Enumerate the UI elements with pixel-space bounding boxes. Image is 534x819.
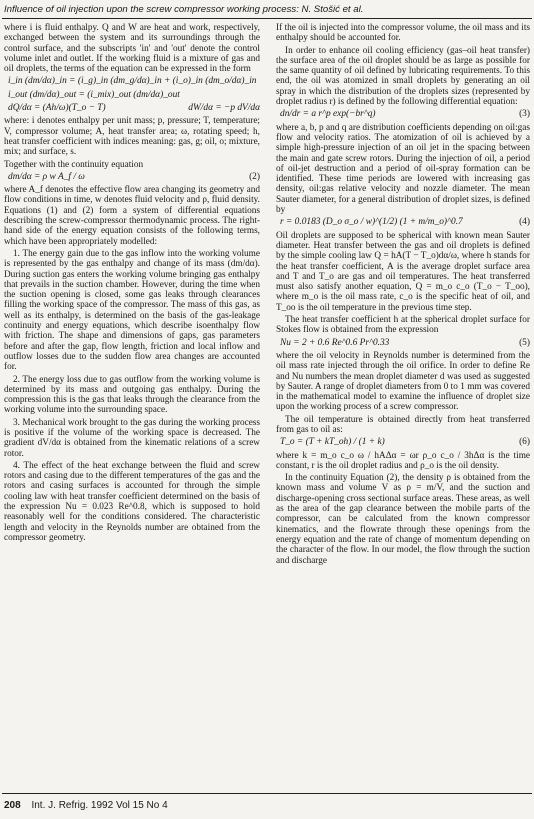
journal-citation: Int. J. Refrig. 1992 Vol 15 No 4: [31, 800, 168, 811]
left-column: [4, 23, 260, 791]
equation-number: (5): [519, 337, 530, 348]
paragraph: Together with the continuity equation: [4, 159, 144, 170]
equation-number: (2): [249, 171, 260, 182]
equation-4: r = 0.0183 (D_o σ_o / w)^(1/2) (1 + m/m_o)^0.7 (4): [280, 217, 530, 228]
paragraph: where A_f denotes the effective flow area changing its geometry and flow conditions in time, w denotes fluid velocity and ρ, fluid density. Equations (1) and (2) form a system of differential equations describing the screw-compressor thermodynamic process. The right-hand side of the energy equation consists of the following terms, which have been appropriately modelled:: [4, 185, 260, 247]
paragraph: In the continuity Equation (2), the density ρ is obtained from the known mass and volume V as ρ = m/V, and the suction and discharge-opening cross sectional surface areas. These areas, as well as the area of the gap clearance between the mobile parts of the compressor, can be calculated from the known compressor kinematics, and the flowrate through these openings from the energy equation and the rate of change of momentum depending on the character of the flow. In our model, the flow through the suction and discharge: [276, 473, 530, 566]
equation-number: (6): [519, 437, 530, 448]
paragraph: where i is fluid enthalpy. Q and W are heat and work, respectively, exchanged between the system and its surroundings through the control surface, and the subscripts 'in' and 'out' denote the control volume inlet and outlet. If the working fluid is a mixture of gas and oil droplets, the terms of the equation can be expressed in the form: [4, 23, 260, 75]
list-item: 1. The energy gain due to the gas inflow into the working volume is represented by the gas enthalpy and change of its mass (dm/dα). During suction gas enters the working volume bringing gas enthalpy that prevails in the suction chamber. However, during the time when the suction opening is closed, some gas leaks through clearances filling the working space of the compressor. The mass of this gas, as well as its enthalpy, is determined on the basis of the gas-leakage continuity and energy equations, which describe isoenthalpy flow with friction. The shape and dimensions of gaps, gas parameters before and after the gap, flow length, friction and local inflow and outflow losses due to the sudden flow area changes are accounted for.: [4, 248, 260, 373]
equation-number: (3): [519, 109, 530, 120]
right-column: [276, 23, 530, 791]
equation-3: dn/dr = a r^p exp(−br^q) (3): [280, 109, 530, 120]
paragraph: In order to enhance oil cooling efficiency (gas–oil heat transfer) the surface area of the oil droplet should be as large as possible for the same quantity of oil defined by lubricating requirements. To this end, the oil was atomized in small droplets by generating an oil spray in which the distribution of the droplets sizes (represented by droplet radius r) is defined by the following differential equation:: [276, 45, 530, 108]
paragraph: If the oil is injected into the compressor volume, the oil mass and its enthalpy should be accounted for.: [276, 23, 530, 44]
paragraph: where the oil velocity in Reynolds number is determined from the oil mass rate injected through the oil orifice. In order to define Re and Nu numbers the mean droplet diameter d was used as suggested by Sauter. A range of droplet diameters from 0 to 1 mm was covered in the mathematical model to examine the influence of droplet size upon the working process of a screw compressor.: [276, 350, 530, 413]
header-rule: [2, 18, 532, 19]
paragraph: where a, b, p and q are distribution coefficients depending on oil:gas flow and velocity ratios. The atomization of oil is achieved by a simple high-pressure injection of an oil jet in the spacing between the main and gate screw rotors. During the injection of oil, a period of oil-jet destruction and a period of oil-spray formation can be identified. These time periods are lowered with increasing gas density, oil:gas relative velocity and nozzle diameter. The mean Sauter diameter, for a general distribution of droplet sizes, is defined by: [276, 122, 530, 216]
equation-2: dm/dα = ρ w A_f / ω (2): [8, 171, 260, 182]
paragraph: Oil droplets are supposed to be spherical with known mean Sauter diameter. Heat transfer between the gas and oil droplets is defined by the simple cooling law Q = hA(T − T_o)dα/ω, where h stands for the heat transfer coefficient, A is the average droplet surface area and T and T_o are gas and oil temperatures. The heat transferred must also satisfy another equation, Q = m_o c_o (T_o − T_oo), where m_o is the oil mass rate, c_o is the specific heat of oil, and T_oo is the oil temperature in the previous time step.: [276, 230, 530, 313]
list-item: 4. The effect of the heat exchange between the fluid and screw rotors and casing due to the different temperatures of the gas and the rotors and casing surfaces is accounted for through the simple cooling law with heat transfer coefficient determined on the basis of the expression Nu = 0.023 Re^0.8, which is supposed to hold reasonably well for the conditions considered. The characteristic length and velocity in the Reynolds number are obtained from the compressor geometry.: [4, 460, 260, 543]
list-item: 3. Mechanical work brought to the gas during the working process is positive if the volume of the working space is decreased. The gradient dV/dα is obtained from the kinematic relations of a screw rotor.: [4, 417, 260, 459]
page-number: 208: [4, 800, 21, 811]
equation-1c: dQ/dα = (Ah/ω)(T_o − T) dW/dα = −p dV/dα: [8, 103, 260, 114]
equation-6: T_o = (T + kT_oh) / (1 + k) (6): [280, 437, 530, 448]
paragraph: The heat transfer coefficient h at the spherical droplet surface for Stokes flow is obtained from the expression: [276, 315, 530, 336]
paragraph: where: i denotes enthalpy per unit mass; p, pressure; T, temperature; V, compressor volume; A, heat transfer area; ω, rotating speed; h, heat transfer coefficient with indices meaning: gas, g; oil, o; mixture, mix; and surface, s.: [4, 116, 260, 158]
running-header: Influence of oil injection upon the screw compressor working process: N. Stošić et al.: [4, 4, 364, 15]
equation-5: Nu = 2 + 0.6 Re^0.6 Pr^0.33 (5): [280, 337, 530, 348]
paragraph: where k = m_o c_o ω / hAΔα = ωr ρ_o c_o / 3hΔα is the time constant, r is the oil droplet radius and ρ_o is the oil density.: [276, 450, 530, 471]
page-footer: [4, 798, 168, 814]
equation-1a: i_in (dm/dα)_in = (i_g)_in (dm_g/dα)_in + (i_o)_in (dm_o/dα)_in: [8, 76, 257, 87]
equation-1b: i_out (dm/dα)_out = (i_mix)_out (dm/dα)_out: [8, 89, 180, 100]
paragraph: The oil temperature is obtained directly from heat transferred from gas to oil as:: [276, 414, 530, 435]
footer-rule: [2, 793, 532, 794]
list-item: 2. The energy loss due to gas outflow from the working volume is determined by its mass and outgoing gas enthalpy. During the compression this is the gas that leaks through the clearance from the working volume into the surrounding space.: [4, 374, 260, 416]
equation-number: (4): [519, 217, 530, 228]
